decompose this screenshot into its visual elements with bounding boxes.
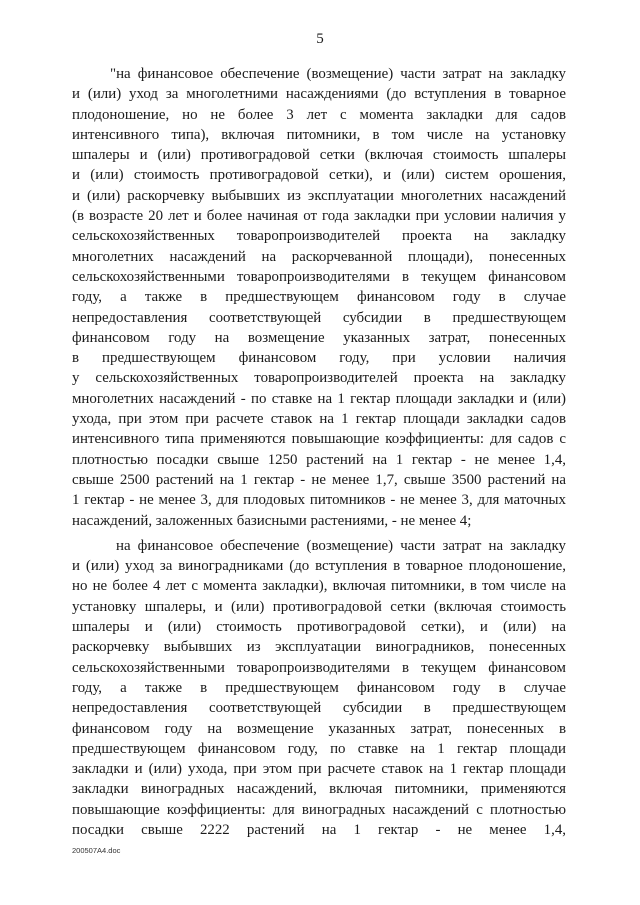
text-line: и (или) уход за многолетними насаждениями (до вступления в товарное [72,86,566,103]
text-line: раскорчевку выбывших из эксплуатации виноградников, понесенных [72,639,566,656]
text-line: финансовом году на возмещение указанных затрат, понесенных [72,329,566,346]
text-line: и (или) стоимость противоградовой сетки), и (или) систем орошения, [72,167,566,184]
text-line: финансовом году на возмещение указанных затрат, понесенных в [72,720,566,737]
text-line: сельскохозяйственных товаропроизводителей проекта на закладку [72,228,566,245]
text-line: повышающие коэффициенты: для виноградных насаждений с плотностью [72,801,566,818]
text-line: посадки свыше 2222 растений на 1 гектар - не менее 1,4, [72,821,566,838]
paragraph-vineyards [72,536,566,840]
text-line: у сельскохозяйственных товаропроизводителей проекта на закладку [72,370,566,387]
text-line: на финансовое обеспечение (возмещение) части затрат на закладку [116,537,566,554]
text-line: интенсивного типа), включая питомники, в том числе на установку [72,126,566,143]
document-body [72,64,566,840]
text-line: закладки виноградных насаждений, включая питомники, применяются [72,781,566,798]
text-line: непредоставления соответствующей субсидии в предшествующем [72,700,566,717]
text-line: и (или) раскорчевку выбывших из эксплуатации многолетних насаждений [72,187,566,204]
text-line: непредоставления соответствующей субсидии в предшествующем [72,309,566,326]
text-line: шпалеры и (или) противоградовой сетки (включая стоимость шпалеры [72,147,566,164]
text-line: и (или) уход за виноградниками (до вступления в товарное плодоношение, [72,558,566,575]
text-line: многолетних насаждений - по ставке на 1 гектар площади закладки и (или) [72,390,566,407]
text-line: (в возрасте 20 лет и более начиная от года закладки при условии наличия у [72,208,566,225]
text-line: шпалеры и (или) стоимость противоградовой сетки), и (или) на [72,619,566,636]
text-line: 1 гектар - не менее 3, для плодовых питомников - не менее 3, для маточных [72,492,566,509]
text-line: ухода, при этом при расчете ставок на 1 гектар площади закладки садов [72,411,566,428]
text-line: установку шпалеры, и (или) противоградовой сетки (включая стоимость [72,598,566,615]
text-line: "на финансовое обеспечение (возмещение) части затрат на закладку [110,66,566,82]
text-line: закладки и (или) ухода, при этом при расчете ставок на 1 гектар площади [72,761,566,778]
text-line: но не более 4 лет с момента закладки), включая питомники, в том числе на [72,578,566,595]
paragraph-perennial-plantings [72,64,566,531]
text-line: свыше 2500 растений на 1 гектар - не менее 1,7, свыше 3500 растений на [72,471,566,488]
text-line: сельскохозяйственными товаропроизводителями в текущем финансовом [72,268,566,285]
text-line: в предшествующем финансовом году, при условии наличия [72,350,566,367]
text-line: насаждений, заложенных базисными растениями, - не менее 4; [72,512,472,529]
page-number: 5 [316,31,324,47]
text-line: году, а также в предшествующем финансовом году в случае [72,289,566,306]
text-line: многолетних насаждений на раскорчеванной площади), понесенных [72,248,566,265]
text-line: году, а также в предшествующем финансовом году в случае [72,679,566,696]
text-line: плодоношение, но не более 3 лет с момента закладки для садов [72,106,566,123]
text-line: предшествующем финансовом году, по ставке на 1 гектар площади [72,740,566,757]
text-line: плотностью посадки свыше 1250 растений на 1 гектар - не менее 1,4, [72,451,566,468]
footer-filename: 200507A4.doc [72,846,121,855]
text-line: сельскохозяйственными товаропроизводителями в текущем финансовом [72,659,566,676]
text-line: интенсивного типа применяются повышающие коэффициенты: для садов с [72,431,566,448]
